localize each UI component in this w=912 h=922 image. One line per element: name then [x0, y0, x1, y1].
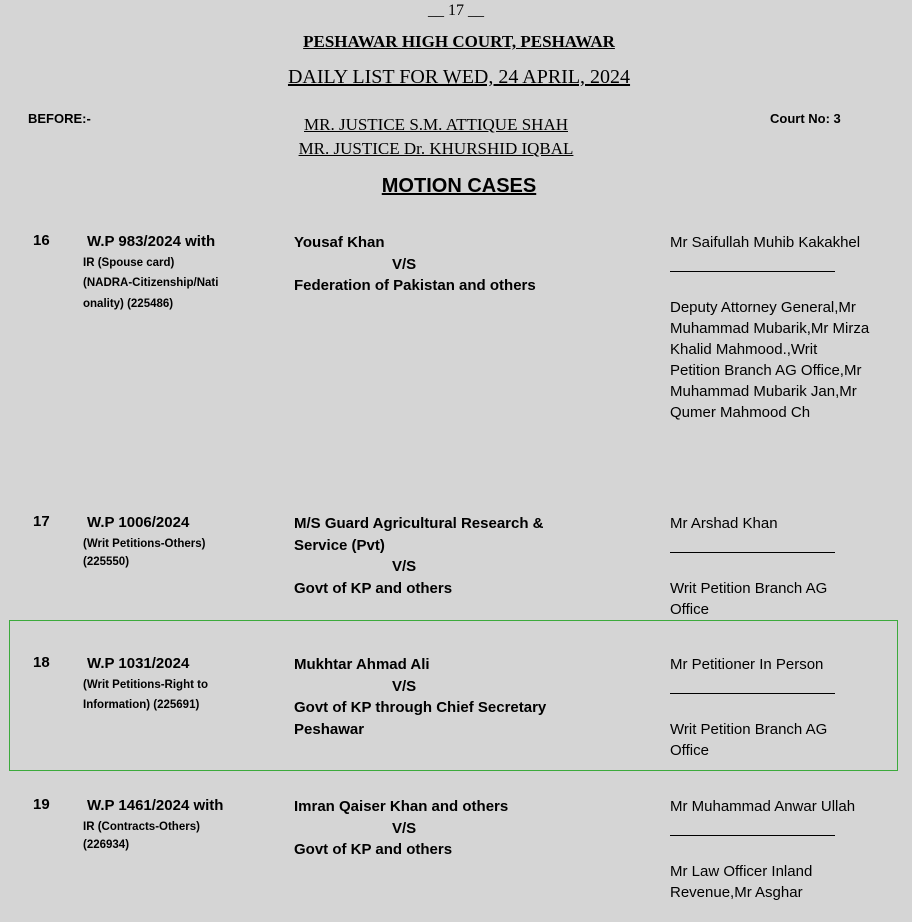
counsel [670, 654, 870, 761]
petitioner-counsel: Mr Petitioner In Person [670, 656, 824, 673]
case-category: (NADRA-Citizenship/Nati [83, 277, 219, 289]
respondent-counsel: Writ Petition Branch AG Office [670, 580, 828, 618]
respondent-counsel: Deputy Attorney General,Mr Muhammad Mubarik,Mr Mirza Khalid Mahmood.,Writ Petition Branch AG Office,Mr Muhammad Mubarik Jan,Mr Qumer Mahmood Ch [670, 299, 870, 421]
versus: V/S [392, 819, 417, 837]
case-title: W.P 983/2024 with [87, 233, 216, 250]
bench-judges [0, 113, 872, 161]
respondent-counsel: Mr Law Officer Inland Revenue,Mr Asghar [670, 863, 813, 901]
judge-1: MR. JUSTICE S.M. ATTIQUE SHAH [304, 115, 568, 134]
respondent-counsel: Writ Petition Branch AG Office [670, 721, 828, 759]
versus: V/S [392, 677, 417, 695]
case-details [83, 654, 258, 716]
respondent: Govt of KP and others [294, 841, 453, 858]
case-details [83, 796, 258, 853]
case-parties [294, 654, 594, 740]
petitioner: Yousaf Khan [294, 234, 385, 251]
respondent: Federation of Pakistan and others [294, 277, 536, 294]
case-title: W.P 1006/2024 [87, 514, 190, 531]
respondent: Govt of KP and others [294, 579, 453, 597]
case-number: 18 [33, 654, 50, 671]
case-parties [294, 513, 594, 599]
case-details [83, 232, 258, 314]
petitioner-counsel: Mr Arshad Khan [670, 515, 778, 532]
counsel [670, 796, 870, 903]
petitioner: M/S Guard Agricultural Research & Service (Pvt) [294, 515, 544, 554]
case-category: IR (Spouse card) [83, 256, 175, 269]
signature-line [670, 253, 835, 272]
versus: V/S [392, 255, 417, 273]
case-number: 17 [33, 513, 50, 530]
before-label: BEFORE:- [28, 111, 91, 126]
signature-line [670, 534, 835, 553]
judge-2: MR. JUSTICE Dr. KHURSHID IQBAL [298, 139, 574, 158]
petitioner-counsel: Mr Muhammad Anwar Ullah [670, 798, 856, 815]
petitioner: Imran Qaiser Khan and others [294, 798, 509, 815]
case-title: W.P 1031/2024 [87, 655, 190, 672]
case-category: Information) (225691) [83, 699, 200, 711]
daily-list-title: DAILY LIST FOR WED, 24 APRIL, 2024 [287, 66, 631, 88]
case-details [83, 513, 258, 570]
signature-line [670, 675, 835, 694]
case-category: IR (Contracts-Others) [83, 820, 200, 833]
case-category: (Writ Petitions-Others) [83, 537, 206, 550]
case-category: (Writ Petitions-Right to [83, 678, 208, 691]
case-parties [294, 232, 594, 297]
court-number: Court No: 3 [770, 111, 841, 126]
petitioner-counsel: Mr Saifullah Muhib Kakakhel [670, 234, 861, 251]
case-title: W.P 1461/2024 with [87, 797, 224, 814]
respondent: Govt of KP through Chief Secretary Peshawar [294, 699, 547, 738]
signature-line [670, 817, 835, 836]
court-name: PESHAWAR HIGH COURT, PESHAWAR [303, 32, 615, 51]
case-category: (226934) [83, 839, 130, 851]
case-category: onality) (225486) [83, 297, 174, 310]
counsel [670, 513, 870, 620]
case-number: 19 [33, 796, 50, 813]
section-title: MOTION CASES [381, 175, 537, 197]
page-number: __ 17 __ [428, 2, 484, 19]
counsel [670, 232, 870, 423]
case-category: (225550) [83, 556, 130, 568]
case-number: 16 [33, 232, 50, 249]
case-parties [294, 796, 594, 861]
petitioner: Mukhtar Ahmad Ali [294, 656, 430, 673]
versus: V/S [392, 558, 417, 575]
